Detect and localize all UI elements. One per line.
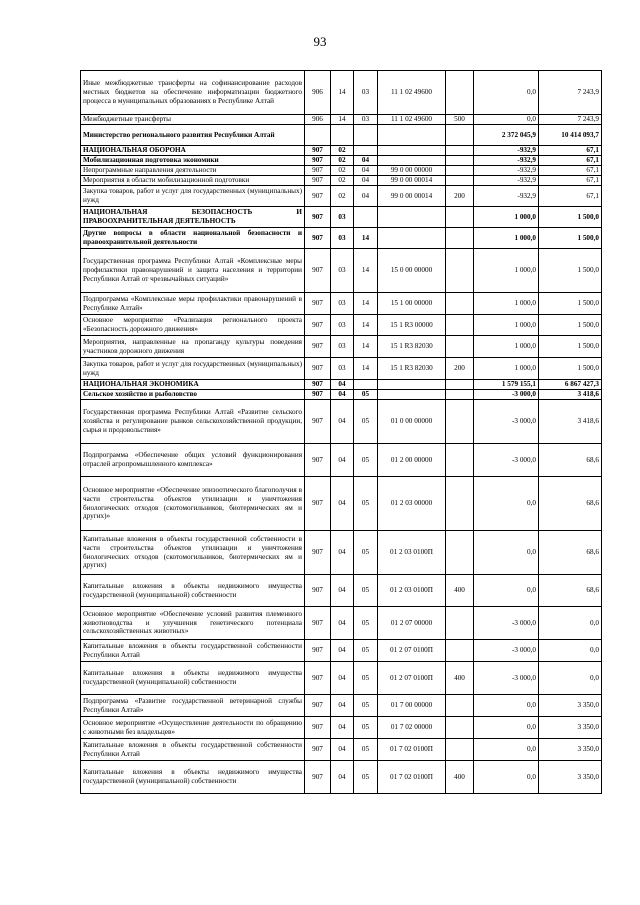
row-name: Подпрограмма «Комплексные меры профилактики правонарушений в Республике Алтай»	[81, 293, 305, 315]
row-value-2: 68,6	[539, 531, 602, 575]
row-pr: 05	[354, 761, 378, 794]
row-csr	[378, 207, 446, 228]
row-csr: 11 1 02 49600	[378, 71, 446, 115]
row-value-1: 2 372 045,9	[474, 125, 539, 146]
row-gr: 907	[305, 761, 331, 794]
row-pr: 04	[354, 156, 378, 166]
row-csr: 01 2 07 0100П	[378, 662, 446, 695]
row-csr: 11 1 02 49600	[378, 115, 446, 125]
table-row	[81, 444, 602, 477]
row-value-2: 10 414 093,7	[539, 125, 602, 146]
table-row	[81, 315, 602, 336]
row-pr: 05	[354, 640, 378, 662]
row-value-1: 1 000,0	[474, 249, 539, 293]
table-row	[81, 531, 602, 575]
row-csr	[378, 380, 446, 390]
row-rz: 02	[331, 166, 354, 176]
row-gr: 907	[305, 531, 331, 575]
row-gr: 907	[305, 336, 331, 358]
row-value-1: -3 000,0	[474, 390, 539, 400]
row-rz: 03	[331, 249, 354, 293]
row-vr	[446, 477, 474, 531]
row-vr	[446, 739, 474, 761]
row-value-2: 3 350,0	[539, 761, 602, 794]
row-value-2: 3 418,6	[539, 390, 602, 400]
row-name: Государственная программа Республики Алтай «Комплексные меры профилактики правонарушений и защита населения и территории Республики Алтай от чрезвычайных ситуаций»	[81, 249, 305, 293]
row-name: Иные межбюджетные трансферты на софинансирование расходов местных бюджетов на обеспечение информатизации бюджетного процесса в муниципальных образованиях в Республике Алтай	[81, 71, 305, 115]
row-value-2: 68,6	[539, 575, 602, 607]
row-rz: 02	[331, 146, 354, 156]
row-gr: 907	[305, 207, 331, 228]
row-value-1: -932,9	[474, 186, 539, 207]
row-gr: 907	[305, 146, 331, 156]
row-gr: 907	[305, 315, 331, 336]
row-gr: 907	[305, 444, 331, 477]
row-vr	[446, 695, 474, 717]
row-csr: 01 2 03 0100П	[378, 531, 446, 575]
row-value-1: 0,0	[474, 71, 539, 115]
row-value-1: 0,0	[474, 115, 539, 125]
row-csr: 15 1 00 00000	[378, 293, 446, 315]
table-row	[81, 176, 602, 186]
row-csr: 01 2 07 00000	[378, 607, 446, 640]
row-pr: 14	[354, 249, 378, 293]
row-vr	[446, 71, 474, 115]
row-pr	[354, 125, 378, 146]
page-number: 93	[313, 34, 327, 49]
row-vr	[446, 717, 474, 739]
row-vr	[446, 207, 474, 228]
row-rz: 04	[331, 400, 354, 444]
row-value-2: 1 500,0	[539, 358, 602, 380]
row-value-1: 1 000,0	[474, 293, 539, 315]
row-gr: 907	[305, 358, 331, 380]
row-rz: 04	[331, 575, 354, 607]
row-gr: 906	[305, 115, 331, 125]
row-vr	[446, 176, 474, 186]
row-rz: 02	[331, 156, 354, 166]
row-rz: 04	[331, 717, 354, 739]
row-csr: 99 0 00 00014	[378, 176, 446, 186]
row-pr: 03	[354, 115, 378, 125]
row-rz: 03	[331, 336, 354, 358]
row-value-1: 0,0	[474, 575, 539, 607]
row-value-2: 1 500,0	[539, 315, 602, 336]
row-vr	[446, 146, 474, 156]
row-pr: 05	[354, 662, 378, 695]
row-pr: 04	[354, 186, 378, 207]
table-row	[81, 477, 602, 531]
row-rz: 04	[331, 477, 354, 531]
table-row	[81, 761, 602, 794]
row-vr	[446, 293, 474, 315]
row-value-2: 0,0	[539, 607, 602, 640]
row-rz: 04	[331, 640, 354, 662]
row-rz: 02	[331, 176, 354, 186]
row-value-2: 67,1	[539, 176, 602, 186]
row-gr: 907	[305, 390, 331, 400]
row-gr: 907	[305, 739, 331, 761]
row-vr	[446, 336, 474, 358]
row-rz: 04	[331, 695, 354, 717]
row-pr: 05	[354, 575, 378, 607]
table-row	[81, 662, 602, 695]
row-gr: 907	[305, 293, 331, 315]
row-value-1: -3 000,0	[474, 640, 539, 662]
row-value-2: 3 350,0	[539, 695, 602, 717]
row-value-2: 7 243,9	[539, 115, 602, 125]
row-name: Подпрограмма «Развитие государственной ветеринарной службы Республики Алтай»	[81, 695, 305, 717]
row-name: Основное мероприятие «Осуществление деятельности по обращению с животными без владельцев»	[81, 717, 305, 739]
row-value-2: 3 350,0	[539, 717, 602, 739]
row-value-1: 1 000,0	[474, 358, 539, 380]
row-gr: 907	[305, 166, 331, 176]
row-vr	[446, 444, 474, 477]
row-name: Капитальные вложения в объекты недвижимого имущества государственной (муниципальной) собственности	[81, 662, 305, 695]
row-csr: 15 1 R3 00000	[378, 315, 446, 336]
row-rz: 02	[331, 186, 354, 207]
row-value-1: 0,0	[474, 739, 539, 761]
row-value-1: -932,9	[474, 166, 539, 176]
row-gr: 907	[305, 400, 331, 444]
table-row	[81, 207, 602, 228]
row-csr: 01 0 00 00000	[378, 400, 446, 444]
table-row	[81, 739, 602, 761]
row-pr	[354, 146, 378, 156]
table-row	[81, 166, 602, 176]
row-value-2: 1 500,0	[539, 336, 602, 358]
row-value-1: 1 000,0	[474, 315, 539, 336]
row-name: Капитальные вложения в объекты недвижимого имущества государственной (муниципальной) собственности	[81, 761, 305, 794]
row-csr: 01 2 07 0100П	[378, 640, 446, 662]
row-rz: 04	[331, 444, 354, 477]
row-gr: 907	[305, 717, 331, 739]
row-value-2: 68,6	[539, 444, 602, 477]
row-value-1: 0,0	[474, 717, 539, 739]
row-csr: 99 0 00 00014	[378, 186, 446, 207]
row-value-2: 67,1	[539, 186, 602, 207]
row-pr: 05	[354, 607, 378, 640]
row-vr	[446, 400, 474, 444]
row-name: Межбюджетные трансферты	[81, 115, 305, 125]
table-row	[81, 575, 602, 607]
row-vr: 400	[446, 662, 474, 695]
row-vr	[446, 156, 474, 166]
row-name: Капитальные вложения в объекты государственной собственности Республики Алтай	[81, 739, 305, 761]
row-csr: 01 2 03 00000	[378, 477, 446, 531]
row-pr	[354, 380, 378, 390]
row-name: Сельское хозяйство и рыболовство	[81, 390, 305, 400]
row-rz: 03	[331, 207, 354, 228]
row-value-2: 1 500,0	[539, 249, 602, 293]
row-vr: 200	[446, 358, 474, 380]
row-csr: 15 1 R3 82030	[378, 358, 446, 380]
row-name: Закупка товаров, работ и услуг для государственных (муниципальных) нужд	[81, 358, 305, 380]
row-value-1: -3 000,0	[474, 444, 539, 477]
row-name: НАЦИОНАЛЬНАЯ БЕЗОПАСНОСТЬ И ПРАВООХРАНИТЕЛЬНАЯ ДЕЯТЕЛЬНОСТЬ	[81, 207, 305, 228]
row-csr: 01 7 00 00000	[378, 695, 446, 717]
row-gr: 907	[305, 156, 331, 166]
table-row	[81, 293, 602, 315]
row-value-1: 1 579 155,1	[474, 380, 539, 390]
row-csr	[378, 228, 446, 249]
row-name: Другие вопросы в области национальной безопасности и правоохранительной деятельности	[81, 228, 305, 249]
table-row	[81, 186, 602, 207]
row-vr	[446, 531, 474, 575]
table-row	[81, 336, 602, 358]
row-vr	[446, 607, 474, 640]
budget-table	[80, 70, 602, 794]
table-row	[81, 390, 602, 400]
row-rz: 04	[331, 739, 354, 761]
row-csr	[378, 125, 446, 146]
row-value-2: 6 867 427,3	[539, 380, 602, 390]
row-rz: 03	[331, 293, 354, 315]
table-row	[81, 249, 602, 293]
table-row	[81, 695, 602, 717]
row-pr: 14	[354, 315, 378, 336]
row-value-2: 1 500,0	[539, 207, 602, 228]
row-pr: 14	[354, 293, 378, 315]
row-value-1: -932,9	[474, 156, 539, 166]
row-value-1: 1 000,0	[474, 207, 539, 228]
row-value-2: 68,6	[539, 477, 602, 531]
row-value-2: 1 500,0	[539, 293, 602, 315]
row-rz: 04	[331, 662, 354, 695]
row-pr	[354, 207, 378, 228]
row-value-1: 0,0	[474, 761, 539, 794]
row-csr: 99 0 00 00000	[378, 166, 446, 176]
row-vr: 400	[446, 761, 474, 794]
row-vr	[446, 125, 474, 146]
row-rz: 04	[331, 390, 354, 400]
row-vr: 400	[446, 575, 474, 607]
row-value-2: 3 350,0	[539, 739, 602, 761]
row-pr: 05	[354, 695, 378, 717]
row-vr	[446, 640, 474, 662]
row-pr: 03	[354, 71, 378, 115]
row-vr	[446, 228, 474, 249]
row-rz: 04	[331, 531, 354, 575]
row-gr: 907	[305, 380, 331, 390]
table-row	[81, 115, 602, 125]
row-value-2: 67,1	[539, 166, 602, 176]
row-name: Основное мероприятие «Обеспечение эпизоотического благополучия в части строительства объектов утилизации и уничтожения биологических отходов (скотомогильников, биотермических ям и других)»	[81, 477, 305, 531]
row-vr	[446, 249, 474, 293]
row-value-2: 67,1	[539, 156, 602, 166]
row-name: Капитальные вложения в объекты государственной собственности Республики Алтай	[81, 640, 305, 662]
row-vr	[446, 380, 474, 390]
row-rz: 03	[331, 358, 354, 380]
row-rz: 04	[331, 761, 354, 794]
row-csr: 01 2 00 00000	[378, 444, 446, 477]
row-csr: 01 2 03 0100П	[378, 575, 446, 607]
row-name: Мероприятия, направленные на пропаганду культуры поведения участников дорожного движения	[81, 336, 305, 358]
table-row	[81, 640, 602, 662]
table-row	[81, 156, 602, 166]
table-row	[81, 228, 602, 249]
row-value-2: 0,0	[539, 640, 602, 662]
row-name: Мобилизационная подготовка экономики	[81, 156, 305, 166]
row-vr: 200	[446, 186, 474, 207]
row-pr: 05	[354, 717, 378, 739]
row-pr: 05	[354, 400, 378, 444]
row-gr: 907	[305, 575, 331, 607]
table-row	[81, 400, 602, 444]
table-row	[81, 146, 602, 156]
row-value-2: 3 418,6	[539, 400, 602, 444]
row-csr: 01 7 02 0100П	[378, 739, 446, 761]
row-csr	[378, 390, 446, 400]
row-gr: 906	[305, 71, 331, 115]
row-name: Непрограммные направления деятельности	[81, 166, 305, 176]
row-name: Основное мероприятие «Обеспечение условий развития племенного животноводства и улучшения генетического потенциала сельскохозяйственных животных»	[81, 607, 305, 640]
row-gr: 907	[305, 695, 331, 717]
row-value-1: -932,9	[474, 146, 539, 156]
row-gr: 907	[305, 228, 331, 249]
row-value-1: 0,0	[474, 531, 539, 575]
row-pr: 05	[354, 531, 378, 575]
row-pr: 14	[354, 336, 378, 358]
row-pr: 05	[354, 390, 378, 400]
row-rz: 04	[331, 380, 354, 390]
row-vr	[446, 390, 474, 400]
row-rz: 03	[331, 315, 354, 336]
row-value-1: -3 000,0	[474, 662, 539, 695]
row-name: Капитальные вложения в объекты государственной собственности в части строительства объектов утилизации и уничтожения биологических отходов (скотомогильников, биотермических ям и других)	[81, 531, 305, 575]
table-row	[81, 125, 602, 146]
row-value-2: 0,0	[539, 662, 602, 695]
row-csr	[378, 156, 446, 166]
row-gr	[305, 125, 331, 146]
row-csr: 15 0 00 00000	[378, 249, 446, 293]
row-rz: 03	[331, 228, 354, 249]
row-vr: 500	[446, 115, 474, 125]
row-gr: 907	[305, 477, 331, 531]
row-gr: 907	[305, 607, 331, 640]
row-value-1: 0,0	[474, 695, 539, 717]
row-rz: 04	[331, 607, 354, 640]
table-row	[81, 358, 602, 380]
table-row	[81, 380, 602, 390]
row-name: Государственная программа Республики Алтай «Развитие сельского хозяйства и регулирование рынков сельскохозяйственной продукции, сырья и продовольствия»	[81, 400, 305, 444]
row-csr: 01 7 02 0100П	[378, 761, 446, 794]
row-pr: 14	[354, 358, 378, 380]
row-gr: 907	[305, 176, 331, 186]
row-gr: 907	[305, 662, 331, 695]
row-rz	[331, 125, 354, 146]
row-value-1: -3 000,0	[474, 607, 539, 640]
row-csr: 01 7 02 00000	[378, 717, 446, 739]
row-value-2: 1 500,0	[539, 228, 602, 249]
row-gr: 907	[305, 640, 331, 662]
row-value-1: 1 000,0	[474, 228, 539, 249]
row-name: Подпрограмма «Обеспечение общих условий функционирования отраслей агропромышленного комплекса»	[81, 444, 305, 477]
row-rz: 14	[331, 115, 354, 125]
row-pr: 14	[354, 228, 378, 249]
row-value-2: 7 243,9	[539, 71, 602, 115]
row-value-1: 1 000,0	[474, 336, 539, 358]
row-value-1: 0,0	[474, 477, 539, 531]
row-value-1: -932,9	[474, 176, 539, 186]
row-value-2: 67,1	[539, 146, 602, 156]
row-gr: 907	[305, 249, 331, 293]
row-csr: 15 1 R3 82030	[378, 336, 446, 358]
row-pr: 05	[354, 477, 378, 531]
row-gr: 907	[305, 186, 331, 207]
row-vr	[446, 166, 474, 176]
row-name: НАЦИОНАЛЬНАЯ ОБОРОНА	[81, 146, 305, 156]
row-vr	[446, 315, 474, 336]
row-name: Министерство регионального развития Республики Алтай	[81, 125, 305, 146]
row-name: Мероприятия в области мобилизационной подготовки	[81, 176, 305, 186]
table-row	[81, 717, 602, 739]
row-name: Капитальные вложения в объекты недвижимого имущества государственной (муниципальной) собственности	[81, 575, 305, 607]
row-name: Закупка товаров, работ и услуг для государственных (муниципальных) нужд	[81, 186, 305, 207]
row-pr: 04	[354, 176, 378, 186]
row-pr: 05	[354, 739, 378, 761]
row-rz: 14	[331, 71, 354, 115]
table-row	[81, 71, 602, 115]
row-name: Основное мероприятие «Реализация регионального проекта «Безопасность дорожного движения»	[81, 315, 305, 336]
row-value-1: -3 000,0	[474, 400, 539, 444]
row-pr: 04	[354, 166, 378, 176]
row-pr: 05	[354, 444, 378, 477]
row-name: НАЦИОНАЛЬНАЯ ЭКОНОМИКА	[81, 380, 305, 390]
table-row	[81, 607, 602, 640]
row-csr	[378, 146, 446, 156]
